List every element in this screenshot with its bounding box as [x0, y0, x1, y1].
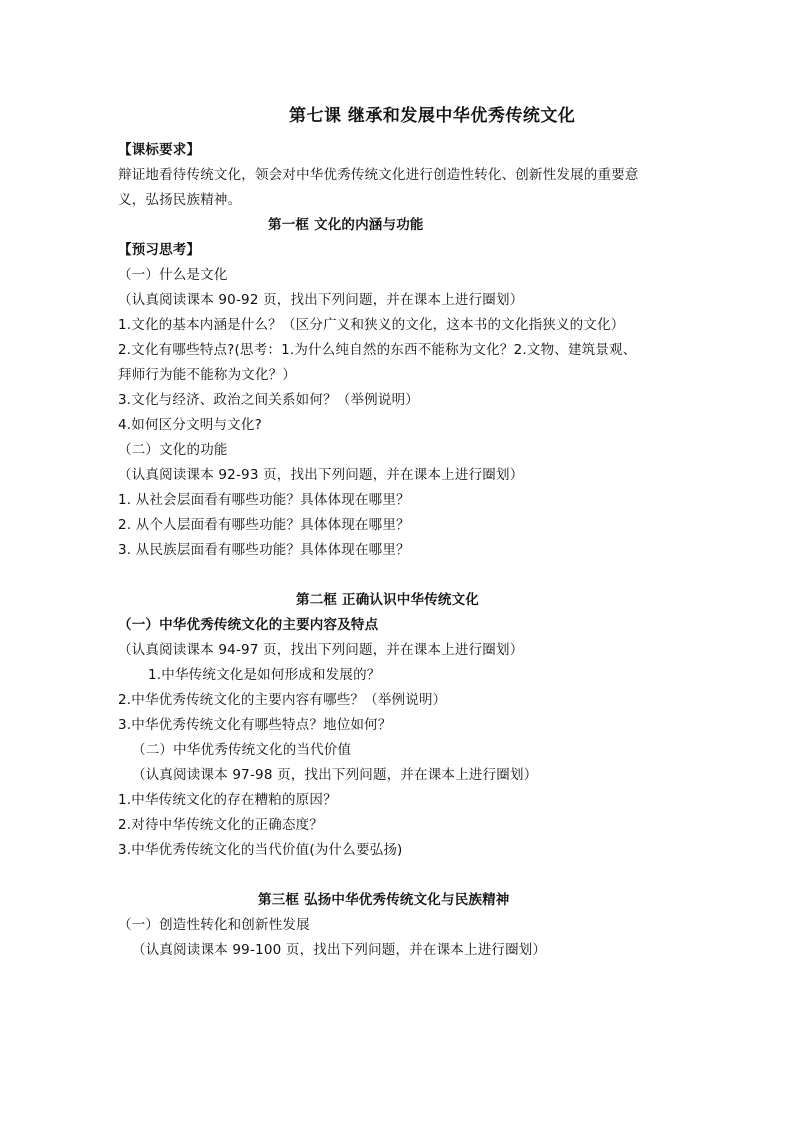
frame1-part1-heading: （一）什么是文化 [118, 267, 228, 283]
frame2-question-2: 2.中华优秀传统文化的主要内容有哪些？（举例说明） [118, 692, 447, 708]
frame2-part2-question-3: 3.中华优秀传统文化的当代价值(为什么要弘扬) [118, 842, 403, 858]
frame2-heading: 第二框 正确认识中华传统文化 [296, 592, 479, 608]
standards-text-line-2: 义，弘扬民族精神。 [118, 192, 242, 208]
frame3-part1-heading: （一）创造性转化和创新性发展 [118, 917, 310, 933]
frame1-part2-question-1: 1. 从社会层面看有哪些功能？具体体现在哪里？ [118, 492, 410, 508]
frame1-part2-question-2: 2. 从个人层面看有哪些功能？具体体现在哪里？ [118, 517, 410, 533]
frame1-part2-heading: （二）文化的功能 [118, 442, 228, 458]
frame1-question-2-line-2: 拜师行为能不能称为文化？） [118, 367, 297, 383]
frame2-part2-instruction: （认真阅读课本 97-98 页，找出下列问题，并在课本上进行圈划） [132, 767, 538, 783]
frame2-part2-heading: （二）中华优秀传统文化的当代价值 [132, 742, 352, 758]
frame2-part2-question-2: 2.对待中华传统文化的正确态度？ [118, 817, 324, 833]
frame3-part1-instruction: （认真阅读课本 99-100 页，找出下列问题，并在课本上进行圈划） [132, 942, 547, 958]
standards-heading: 【课标要求】 [118, 142, 201, 158]
standards-text-line-1: 辩证地看待传统文化，领会对中华优秀传统文化进行创造性转化、创新性发展的重要意 [118, 167, 639, 183]
frame2-question-3: 3.中华优秀传统文化有哪些特点？地位如何？ [118, 717, 392, 733]
frame1-heading: 第一框 文化的内涵与功能 [268, 217, 424, 233]
frame1-question-1: 1.文化的基本内涵是什么？（区分广义和狭义的文化，这本书的文化指狭义的文化） [118, 317, 625, 333]
frame1-question-2-line-1: 2.文化有哪些特点?(思考：1.为什么纯自然的东西不能称为文化？2.文物、建筑景观、 [118, 342, 637, 358]
frame1-question-3: 3.文化与经济、政治之间关系如何？（举例说明） [118, 392, 419, 408]
frame2-part1-heading: （一）中华优秀传统文化的主要内容及特点 [118, 617, 379, 633]
frame2-part1-instruction: （认真阅读课本 94-97 页，找出下列问题，并在课本上进行圈划） [118, 642, 524, 658]
frame1-part2-question-3: 3. 从民族层面看有哪些功能？具体体现在哪里？ [118, 542, 410, 558]
frame2-part2-question-1: 1.中华传统文化的存在糟粕的原因？ [118, 792, 337, 808]
frame1-part1-instruction: （认真阅读课本 90-92 页，找出下列问题，并在课本上进行圈划） [118, 292, 524, 308]
lesson-title: 第七课 继承和发展中华优秀传统文化 [289, 106, 576, 126]
frame3-heading: 第三框 弘扬中华优秀传统文化与民族精神 [258, 892, 510, 908]
frame2-question-1: 1.中华传统文化是如何形成和发展的？ [148, 667, 381, 683]
preview-heading: 【预习思考】 [118, 242, 201, 258]
frame1-part2-instruction: （认真阅读课本 92-93 页，找出下列问题，并在课本上进行圈划） [118, 467, 524, 483]
frame1-question-4: 4.如何区分文明与文化? [118, 417, 262, 433]
